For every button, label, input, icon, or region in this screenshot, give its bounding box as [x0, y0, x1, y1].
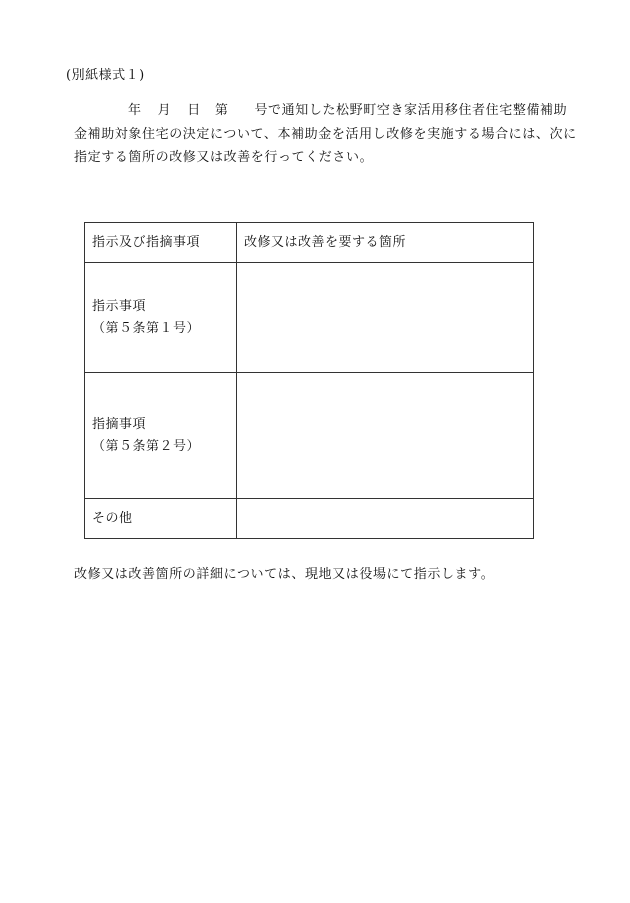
header-cell-locations: 改修又は改善を要する箇所: [237, 223, 534, 263]
intro-day: 日: [187, 103, 201, 118]
row-label: 指摘事項: [92, 416, 147, 432]
intro-paragraph: [74, 99, 577, 170]
table-header-row: [85, 223, 534, 263]
row-sublabel: （第５条第２号）: [92, 438, 201, 454]
row-label-cell: [85, 373, 237, 499]
row-sublabel: （第５条第１号）: [92, 320, 201, 336]
intro-month: 月: [157, 103, 172, 118]
row-value-cell: [237, 499, 534, 539]
header-cell-items: 指示及び指摘事項: [85, 223, 237, 263]
row-label: その他: [92, 510, 133, 526]
row-label-cell: [85, 499, 237, 539]
row-value-cell: [237, 263, 534, 373]
intro-line-1-rest: 号で通知した松野町空き家活用移住者住宅整備補助: [254, 103, 568, 118]
intro-year: 年: [128, 103, 142, 118]
table-row: [85, 263, 534, 373]
table-row: [85, 373, 534, 499]
row-label: 指示事項: [92, 298, 147, 314]
footer-note: 改修又は改善箇所の詳細については、現地又は役場にて指示します。: [74, 567, 495, 582]
form-label: (別紙様式１): [66, 68, 145, 83]
intro-line-1: [74, 99, 574, 123]
intro-number-prefix: 第: [214, 103, 229, 118]
row-value-cell: [237, 373, 534, 499]
intro-line-3: 指定する箇所の改修又は改善を行ってください。: [74, 150, 374, 165]
table-row: [85, 499, 534, 539]
row-label-cell: [85, 263, 237, 373]
intro-line-2: 金補助対象住宅の決定について、本補助金を活用し改修を実施する場合には、次に: [74, 126, 577, 142]
designation-table: [84, 222, 534, 539]
